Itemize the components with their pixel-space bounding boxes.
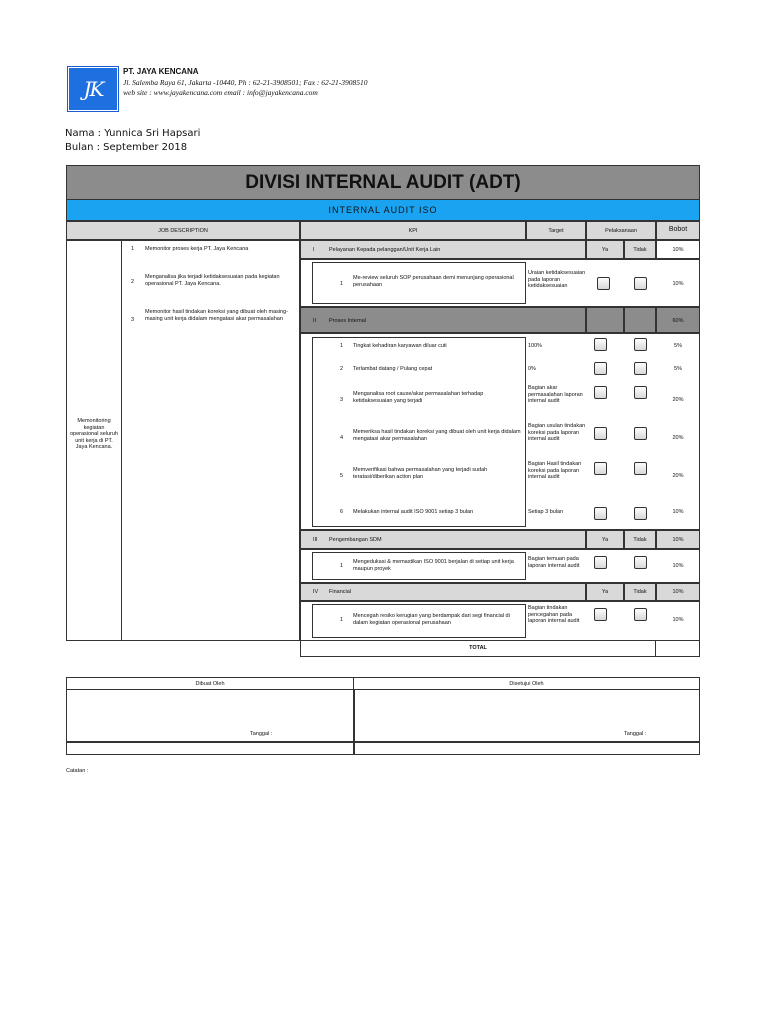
col-kpi: KPI [300, 221, 526, 240]
kpi-no: 4 [340, 435, 344, 441]
kpi-text: Mencegah resiko kerugian yang berdampak dari segi financial di dalam kegiatan operasional perusahaan [353, 613, 510, 626]
subtitle-bar [66, 199, 700, 221]
section-bobot: 60% [656, 307, 700, 333]
kpi-target: Bagian Hasil tindakan koreksi pada laporan internal audit [528, 461, 582, 481]
job-summary-cell [66, 240, 122, 641]
kpi-text: Me-review seluruh SOP perusahaan demi menunjang operasional perusahaan [353, 275, 514, 288]
kpi-bobot: 10% [672, 617, 684, 623]
kpi-bobot: 10% [672, 281, 684, 287]
section-ya [586, 307, 624, 333]
kpi-bobot: 5% [674, 366, 682, 372]
subtitle: INTERNAL AUDIT ISO [328, 205, 438, 215]
kpi-target: Uraian ketidaksesuaian pada laporan ketidaksesuaian [528, 270, 586, 290]
kpi-no: 1 [340, 281, 344, 287]
company-logo [67, 66, 119, 112]
section-bobot: 10% [656, 240, 700, 259]
col-pelaksanaan: Pelaksanaan [586, 221, 656, 240]
section-tidak: Tidak [624, 583, 656, 601]
kpi-target: 0% [528, 366, 536, 372]
job-no: 1 [131, 246, 135, 252]
job-summary: Memonitoring kegiatan operasional seluruh unit kerja di PT. Jaya Kencana. [69, 418, 118, 451]
total-value [655, 640, 700, 657]
page-title: DIVISI INTERNAL AUDIT (ADT) [245, 172, 521, 193]
signature-divider [353, 689, 355, 741]
total-label: TOTAL [469, 645, 487, 651]
date-right: Tanggal : [624, 731, 647, 737]
company-web: web site : www.jayakencana.com email : info@jayakencana.com [123, 88, 318, 97]
tidak-checkbox[interactable] [634, 507, 647, 520]
ya-checkbox[interactable] [594, 386, 607, 399]
ya-checkbox[interactable] [594, 362, 607, 375]
section-ya: Ya [586, 240, 624, 259]
ya-checkbox[interactable] [597, 277, 610, 290]
kpi-text: Terlambat datang / Pulang cepat [353, 366, 433, 372]
kpi-no: 2 [340, 366, 344, 372]
kpi-text: Melakukan internal audit ISO 9001 setiap 3 bulan [353, 509, 474, 515]
kpi-target: Bagian akar permasalahan laporan internal audit [528, 385, 583, 405]
tidak-checkbox[interactable] [634, 338, 647, 351]
job-no: 3 [131, 317, 135, 323]
employee-name: Nama : Yunnica Sri Hapsari [65, 128, 201, 139]
tidak-checkbox[interactable] [634, 608, 647, 621]
col-job: JOB DESCRIPTION [66, 221, 300, 240]
kpi-bobot: 20% [672, 435, 684, 441]
job-text: Menganalisa jika terjadi ketidaksesuaian pada kegiatan operasional PT. Jaya Kencana. [145, 274, 280, 287]
kpi-target: Bagian usulan tindakan koreksi pada laporan internal audit [528, 423, 586, 443]
ya-checkbox[interactable] [594, 462, 607, 475]
col-target: Target [526, 221, 586, 240]
tidak-checkbox[interactable] [634, 386, 647, 399]
kpi-target: 100% [528, 343, 543, 349]
section-row: III Pengembangan SDM [300, 530, 586, 549]
kpi-text: Tingkat kehadiran karyawan diluar cuti [353, 343, 447, 349]
section-ya: Ya [586, 530, 624, 549]
company-name: PT. JAYA KENCANA [123, 67, 199, 76]
kpi-no: 1 [340, 563, 344, 569]
section-bobot: 10% [656, 530, 700, 549]
signature-divider [353, 741, 355, 755]
kpi-text: Menganalisa root cause/akar permasalahan terhadap ketidaksesuaian yang terjadi [353, 391, 484, 404]
job-text: Memonitor proses kerja PT. Jaya Kencana [145, 246, 249, 252]
section-row: I Pelayanan Kepada pelanggan/Unit Kerja Lain [300, 240, 586, 259]
tidak-checkbox[interactable] [634, 462, 647, 475]
kpi-bobot: 5% [674, 343, 682, 349]
kpi-bobot: 10% [672, 509, 684, 515]
ya-checkbox[interactable] [594, 427, 607, 440]
job-text: Memonitor hasil tindakan koreksi yang dibuat oleh masing-masing unit kerja didalam mengatasi akar permasalahan [145, 309, 289, 322]
kpi-target: Bagian temuan pada laporan internal audit [528, 556, 580, 569]
kpi-bobot: 20% [672, 473, 684, 479]
section-tidak: Tidak [624, 530, 656, 549]
ya-checkbox[interactable] [594, 507, 607, 520]
report-month: Bulan : September 2018 [65, 142, 188, 153]
section-row: II Proses Internal [300, 307, 586, 333]
kpi-no: 1 [340, 343, 344, 349]
kpi-bobot: 10% [672, 563, 684, 569]
logo-text: JK [83, 77, 103, 101]
kpi-no: 6 [340, 509, 344, 515]
total-row [300, 640, 656, 657]
section-bobot: 10% [656, 583, 700, 601]
kpi-no: 1 [340, 617, 344, 623]
section-tidak [624, 307, 656, 333]
date-left: Tanggal : [250, 731, 273, 737]
job-no: 2 [131, 279, 135, 285]
kpi-text: Mengedukasi & memastikan ISO 9001 berjalan di setiap unit kerja maupun proyek [353, 559, 514, 572]
title-bar [66, 165, 700, 200]
kpi-target: Bagian tindakan pencegahan pada laporan internal audit [528, 605, 580, 625]
section-tidak: Tidak [624, 240, 656, 259]
kpi-no: 3 [340, 397, 344, 403]
tidak-checkbox[interactable] [634, 362, 647, 375]
tidak-checkbox[interactable] [634, 277, 647, 290]
kpi-no: 5 [340, 473, 344, 479]
approved-by-header: Disetujui Oleh [353, 677, 700, 690]
notes-label: Catatan : [66, 768, 89, 774]
ya-checkbox[interactable] [594, 608, 607, 621]
tidak-checkbox[interactable] [634, 427, 647, 440]
ya-checkbox[interactable] [594, 556, 607, 569]
section-row: IV Financial [300, 583, 586, 601]
job-list-cell [121, 240, 300, 641]
ya-checkbox[interactable] [594, 338, 607, 351]
made-by-header: Dibuat Oleh [66, 677, 354, 690]
kpi-text: Memverifikasi bahwa permasalahan yang terjadi sudah teratasi/diberikan action plan [353, 467, 488, 480]
section-ya: Ya [586, 583, 624, 601]
col-bobot: Bobot [656, 221, 700, 240]
kpi-bobot: 20% [672, 397, 684, 403]
kpi-text: Memeriksa hasil tindakan koreksi yang dibuat oleh unit kerja didalam mengatasi akar permasalahan [353, 429, 521, 442]
signature-line [66, 741, 700, 743]
kpi-target: Setiap 3 bulan [528, 509, 564, 515]
company-address: Jl. Salemba Raya 61, Jakarta -10440, Ph : 62-21-3908501; Fax : 62-21-3908510 [123, 78, 368, 87]
tidak-checkbox[interactable] [634, 556, 647, 569]
